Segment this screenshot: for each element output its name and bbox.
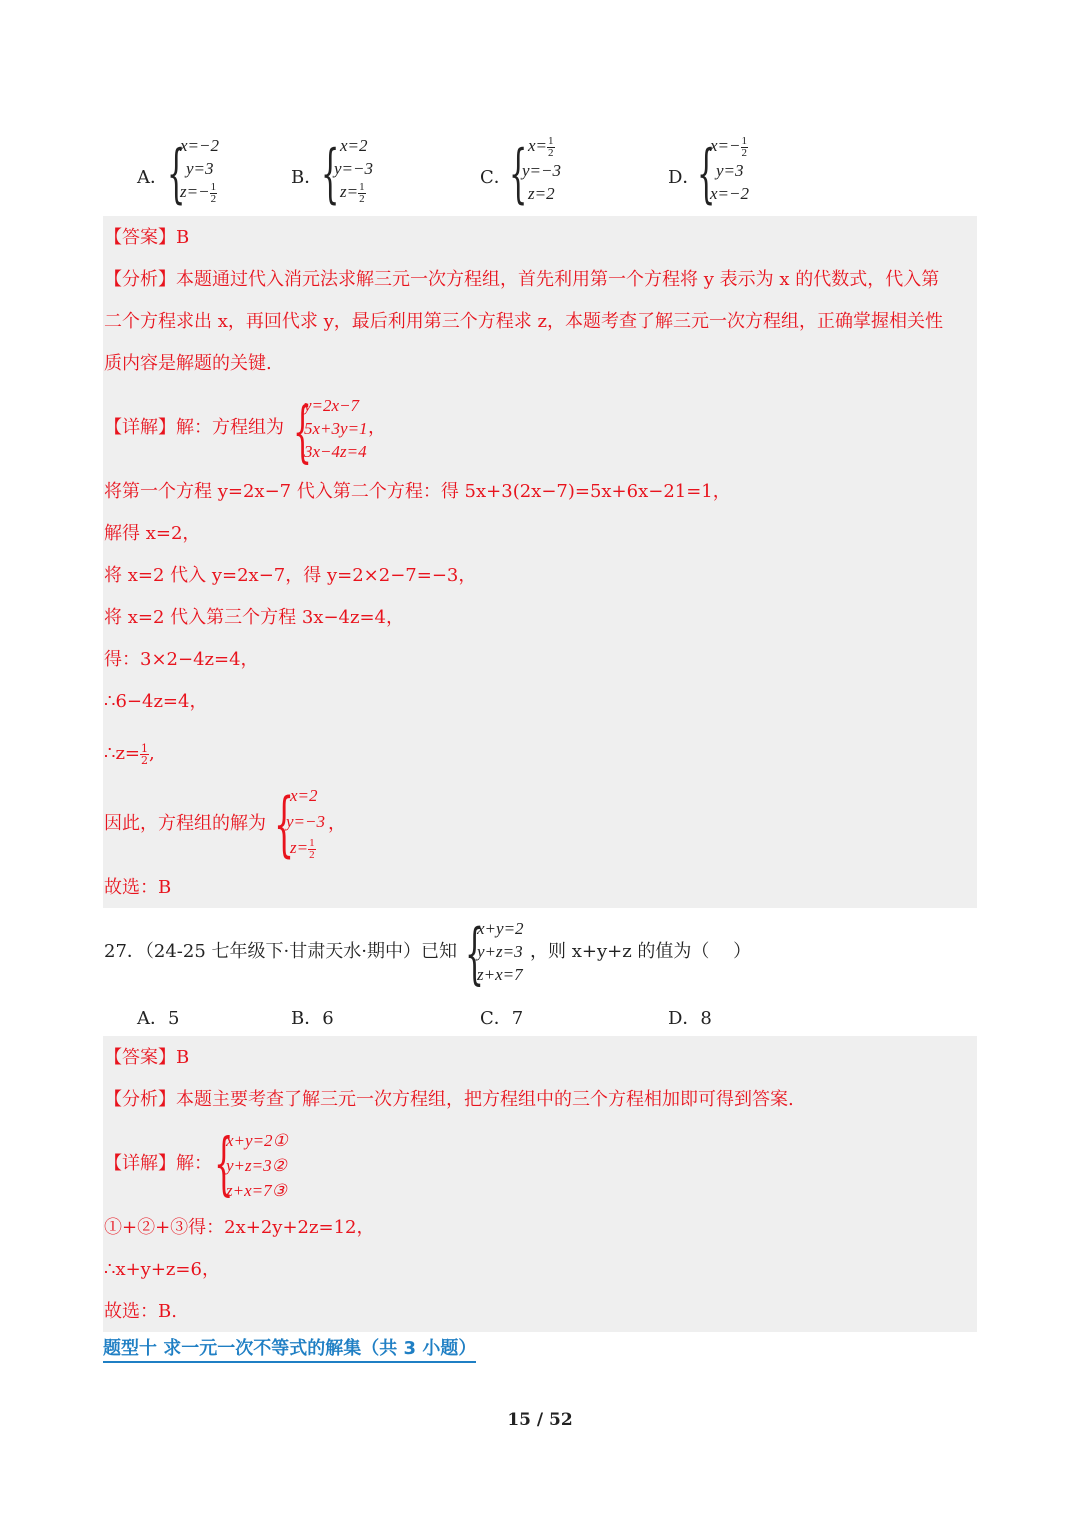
- page-number: 15 / 52: [507, 1410, 573, 1430]
- option-a-system: x=−2 y=3 z=− $\frac{1}{2}$: [180, 136, 219, 205]
- q27-step-1: ①+②+③得：2x+2y+2z=12，: [104, 1217, 375, 1238]
- step-4: 将 x=2 代入第三个方程 3x−4z=4，: [104, 607, 405, 628]
- q27-analysis: 【分析】本题主要考查了解三元一次方程组，把方程组中的三个方程相加即可得到答案.: [104, 1089, 794, 1110]
- option-b-brace: {: [321, 137, 340, 211]
- analysis-line-3: 质内容是解题的关键.: [104, 353, 272, 374]
- section-heading-link[interactable]: 题型十 求一元一次不等式的解集（共 3 小题）: [103, 1334, 476, 1363]
- q27-step-2: ∴x+y+z=6，: [104, 1259, 220, 1280]
- option-c-system: x= $\frac{1}{2}$ y=−3 z=2: [522, 134, 561, 203]
- q27-option-c: C．7: [480, 1008, 524, 1029]
- option-c-brace: {: [509, 137, 528, 211]
- option-d-system: x=− $\frac{1}{2}$ y=3 x=−2: [710, 134, 749, 203]
- answer-label: 【答案】B: [104, 227, 190, 248]
- result-brace: {: [274, 783, 295, 865]
- q27-choose: 故选：B.: [104, 1301, 177, 1322]
- step-2: 解得 x=2，: [104, 523, 201, 544]
- q27-detail-system: x+y=2① y+z=3② z+x=7③: [226, 1131, 288, 1200]
- step-6: ∴6−4z=4，: [104, 691, 208, 712]
- detail-suffix: ，: [368, 417, 386, 438]
- step-1: 将第一个方程 y=2x−7 代入第二个方程：得 5x+3(2x−7)=5x+6x−21=1，: [104, 481, 731, 502]
- option-d-label: D．: [668, 167, 701, 188]
- choose: 故选：B: [104, 877, 172, 898]
- q27-brace: {: [465, 915, 484, 992]
- q27-detail-brace: {: [214, 1125, 234, 1204]
- q27-option-a: A．5: [137, 1008, 180, 1029]
- analysis-line-2: 二个方程求出 x，再回代求 y，最后利用第三个方程求 z，本题考查了解三元一次方程组，正确掌握相关性: [104, 311, 943, 332]
- step-3: 将 x=2 代入 y=2x−7，得 y=2×2−7=−3，: [104, 565, 477, 586]
- detail-brace: {: [293, 393, 312, 470]
- result-system: x=2 y=−3 z= $\frac{1}{2}$: [286, 786, 325, 861]
- detail-system: y=2x−7 5x+3y=1 3x−4z=4: [304, 396, 368, 461]
- option-b-label: B．: [291, 167, 323, 188]
- result-suffix: ，: [328, 813, 346, 834]
- analysis-line-1: 【分析】本题通过代入消元法求解三元一次方程组，首先利用第一个方程将 y 表示为 x 的代数式，代入第: [104, 269, 940, 290]
- q27-option-d: D．8: [668, 1008, 712, 1029]
- step-5: 得：3×2−4z=4，: [104, 649, 259, 670]
- q27-stem-prefix: 27．（24-25 七年级下·甘肃天水·期中）已知: [104, 941, 457, 962]
- q27-option-b: B．6: [291, 1008, 334, 1029]
- option-b-system: x=2 y=−3 z= $\frac{1}{2}$: [334, 136, 373, 205]
- q27-answer-label: 【答案】B: [104, 1047, 190, 1068]
- option-a-label: A．: [137, 167, 168, 188]
- q27-stem-suffix: ，则 x+y+z 的值为（ ）: [530, 941, 752, 962]
- detail-prefix: 【详解】解：方程组为: [104, 417, 284, 438]
- result-prefix: 因此，方程组的解为: [104, 813, 266, 834]
- option-d-brace: {: [697, 137, 716, 211]
- q27-detail-prefix: 【详解】解：: [104, 1153, 212, 1174]
- q27-system: x+y=2 y+z=3 z+x=7: [477, 919, 524, 984]
- option-c-label: C．: [480, 167, 512, 188]
- option-a-brace: {: [167, 137, 186, 211]
- step-7: ∴z= $\frac{1}{2}$ ,: [104, 741, 155, 767]
